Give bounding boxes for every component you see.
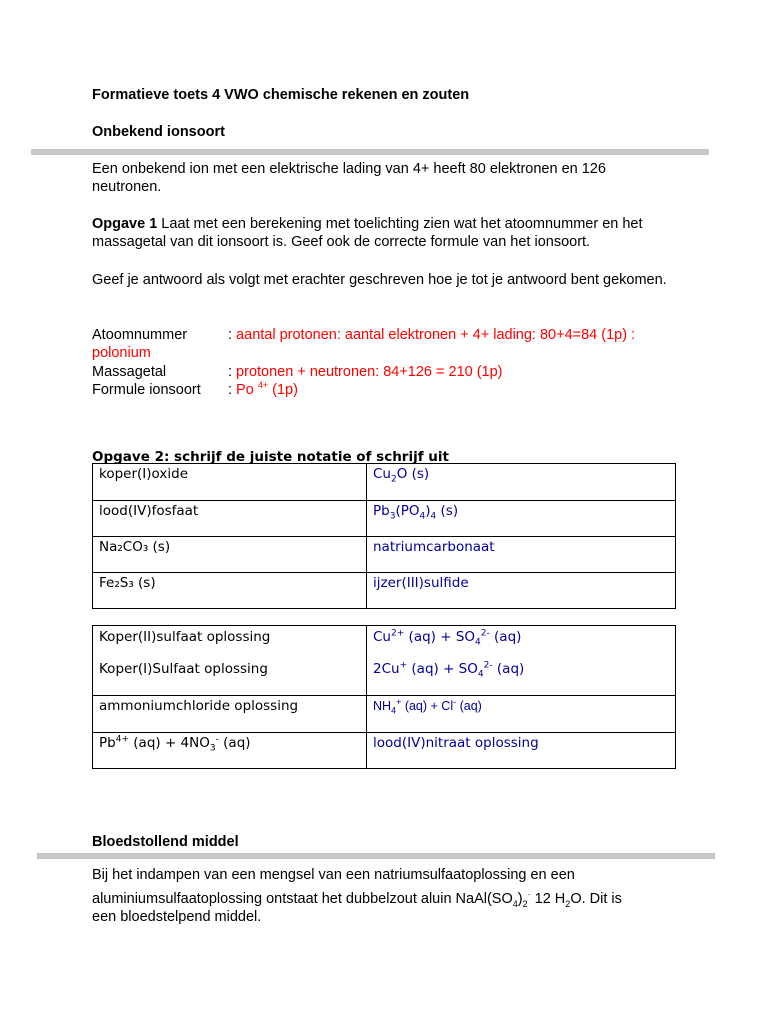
answer-massagetal-label: Massagetal (92, 364, 167, 380)
instruction-paragraph: Geef je antwoord als volgt met erachter geschreven hoe je tot je antwoord bent gekomen. (92, 272, 667, 288)
table-cell-line: $Cu^{2+}$ $(aq) + SO_4^{2-}$ (aq) (373, 628, 522, 648)
opgave1-label: Opgave 1 (92, 216, 158, 232)
intro-paragraph: Een onbekend ion met een elektrische lading van 4+ heeft 80 elektronen en 126 neutronen. (92, 161, 606, 195)
answer-formule-charge: 4+ (257, 380, 269, 391)
answer-atoomnummer-label: Atoomnummer (92, 327, 188, 343)
table-row (93, 696, 676, 733)
answer-formule-line (228, 381, 298, 399)
answer-atoomnummer-line (228, 326, 635, 344)
section-divider (37, 853, 715, 859)
table-cell (367, 626, 676, 696)
opgave2-title: Opgave 2: schrijf de juiste notatie of schrijf uit (92, 449, 449, 465)
bloed-paragraph-line3: een bloedstelpend middel. (92, 909, 262, 925)
table-cell: lood(IV)fosfaat (93, 501, 367, 537)
table-cell: ijzer(III)sulfide (367, 573, 676, 609)
answer-formule-points: (1p) (268, 382, 298, 398)
table-cell-line: Koper(II)sulfaat oplossing (99, 629, 271, 645)
table-cell-line: Koper(I)Sulfaat oplossing (99, 661, 268, 677)
section-heading-onbekend-ionsoort: Onbekend ionsoort (92, 124, 225, 140)
table-cell: $NH_4^+$ (aq) + Cl- (aq) (367, 696, 676, 733)
answer-massagetal-value: protonen + neutronen: 84+126 = 210 (1p) (232, 364, 503, 380)
answer-separator: : (228, 327, 233, 343)
table-cell: $Pb^{4+}$ $(aq) + 4NO_3^-$ (aq) (93, 733, 367, 769)
table-cell-line: 2Cu+ $(aq) + SO_4^{2-}$ (aq) (373, 660, 525, 680)
answer-atoomnummer-value-cont: polonium (92, 345, 151, 361)
opgave1-text: Laat met een berekening met toelichting zien wat het atoomnummer en het massagetal van dit ionsoort is. Geef ook de correcte formule van het ionsoort. (92, 216, 643, 250)
table-cell: ammoniumchloride oplossing (93, 696, 367, 733)
answer-formule-label: Formule ionsoort (92, 382, 201, 398)
table-cell: koper(I)oxide (93, 464, 367, 501)
notation-table-2 (92, 625, 676, 769)
table-cell: $Pb_3(PO_4)_4$ (s) (367, 501, 676, 537)
answer-massagetal-line (228, 363, 503, 381)
notation-table-1 (92, 463, 676, 609)
table-cell: natriumcarbonaat (367, 537, 676, 573)
table-row (93, 573, 676, 609)
table-cell: Fe₂S₃ (s) (93, 573, 367, 609)
opgave1-paragraph (92, 215, 672, 251)
table-cell: $Cu_2O$ (s) (367, 464, 676, 501)
answer-separator: : (228, 364, 233, 380)
section-heading-bloedstollend-middel: Bloedstollend middel (92, 834, 239, 850)
table-row (93, 464, 676, 501)
document-title: Formatieve toets 4 VWO chemische rekenen en zouten (92, 87, 470, 103)
bloed-paragraph-line2: aluminiumsulfaatoplossing ontstaat het dubbelzout aluin $NaAl(SO_4)_2^\cdot$ 12 $H_2O$. Dit is (92, 889, 622, 909)
table-row (93, 733, 676, 769)
section-divider (31, 149, 709, 155)
answer-atoomnummer-value: aantal protonen: aantal elektronen + 4+ lading: 80+4=84 (1p) : (232, 327, 636, 343)
table-row (93, 501, 676, 537)
answer-formule-symbol: Po (232, 382, 258, 398)
table-cell (93, 626, 367, 696)
answer-separator: : (228, 382, 233, 398)
bloed-paragraph-line1: Bij het indampen van een mengsel van een natriumsulfaatoplossing en een (92, 867, 575, 883)
table-cell: Na₂CO₃ (s) (93, 537, 367, 573)
table-row (93, 626, 676, 696)
table-row (93, 537, 676, 573)
table-cell: lood(IV)nitraat oplossing (367, 733, 676, 769)
